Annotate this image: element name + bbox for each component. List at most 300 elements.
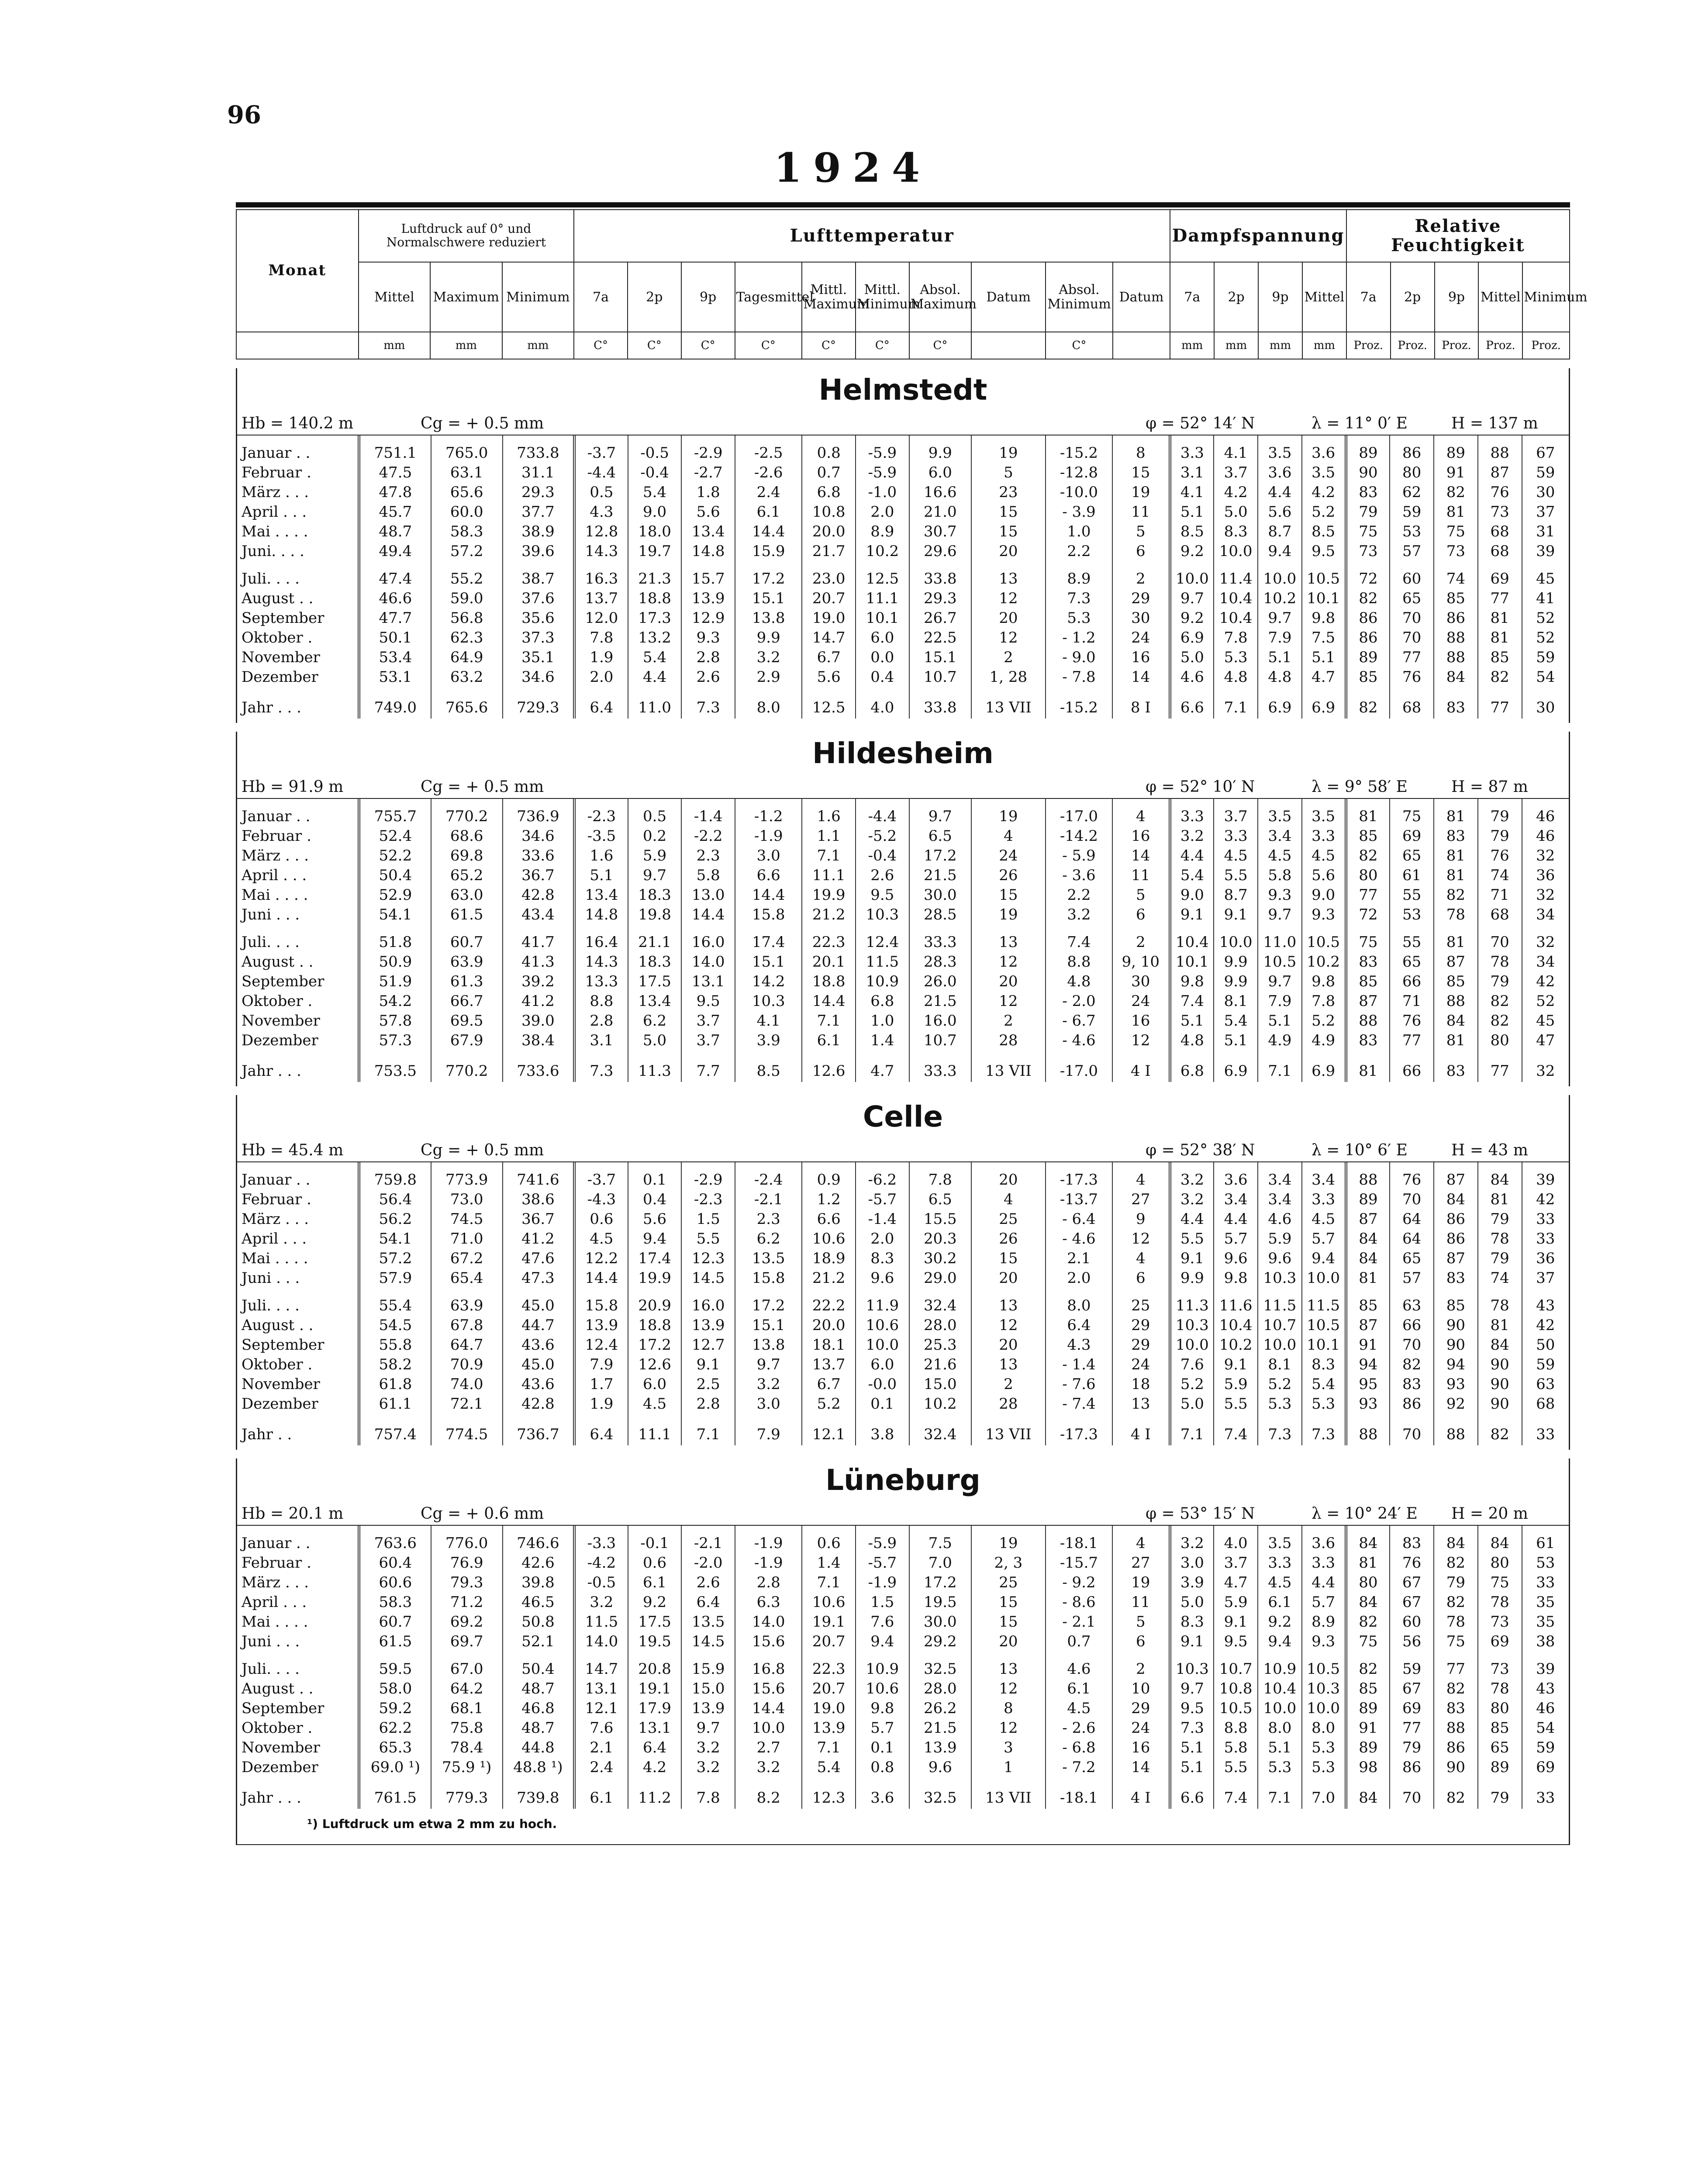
cell: 5.1 (1258, 648, 1302, 667)
cell: 76 (1478, 846, 1522, 866)
cell: -3.7 (574, 435, 628, 463)
cell: 14.0 (681, 952, 735, 972)
cell: 58.0 (359, 1679, 431, 1699)
row-label: Oktober . (242, 1356, 313, 1373)
cell: 25 (971, 1209, 1046, 1229)
cell: 72 (1346, 905, 1390, 925)
cell: 27 (1112, 1190, 1170, 1209)
month-row (237, 972, 1569, 992)
cell: 9.0 (1302, 885, 1346, 905)
station-info (237, 775, 1569, 799)
cell: 21.5 (909, 1718, 971, 1738)
cell: 765.0 (431, 435, 503, 463)
cell: 54.1 (359, 1229, 431, 1249)
cell: 8.3 (1214, 522, 1258, 542)
header-unit: Proz. (1391, 332, 1435, 359)
cell: 88 (1434, 648, 1478, 667)
cell: 773.9 (431, 1162, 503, 1190)
cell: 15.0 (909, 1375, 971, 1394)
cell: 774.5 (431, 1414, 503, 1445)
cell: 3.0 (735, 846, 802, 866)
cell: 3.2 (681, 1738, 735, 1758)
cell: 17.5 (628, 972, 682, 992)
cell: 2 (971, 1011, 1046, 1031)
cell: 6.3 (735, 1593, 802, 1612)
cell: 48.7 (503, 1718, 574, 1738)
cell: 2.4 (574, 1758, 628, 1777)
cell: 66 (1390, 972, 1434, 992)
row-label: August . . (242, 1317, 314, 1334)
row-label: März . . . (242, 847, 309, 864)
cell: 9.8 (1170, 972, 1214, 992)
cell: 12 (971, 1316, 1046, 1335)
cell: 39.2 (503, 972, 574, 992)
cell: 81 (1434, 846, 1478, 866)
month-row (237, 628, 1569, 648)
cell: 4.2 (1302, 483, 1346, 502)
cell: 7.1 (681, 1414, 735, 1445)
cell: 10.7 (909, 1031, 971, 1051)
cell: -15.7 (1046, 1553, 1112, 1573)
cell: 46.6 (359, 589, 431, 608)
cell: 2.2 (1046, 542, 1112, 561)
cell: 10.6 (802, 1229, 856, 1249)
cell: 70 (1390, 1190, 1434, 1209)
cell: 29.3 (909, 589, 971, 608)
station-table (237, 1162, 1569, 1445)
cell: 74 (1434, 561, 1478, 589)
header-col: Mittel (1478, 262, 1522, 332)
cell: 30 (1522, 687, 1569, 719)
cell: 35.1 (503, 648, 574, 667)
cell: 2.0 (856, 1229, 909, 1249)
cell: -1.4 (681, 799, 735, 826)
cell: 16.0 (681, 925, 735, 952)
cell: 75 (1434, 1632, 1478, 1652)
cell: 21.3 (628, 561, 682, 589)
cell: 67.8 (431, 1316, 503, 1335)
cell: 57.2 (359, 1249, 431, 1268)
cell: 5.1 (1214, 1031, 1258, 1051)
cell: 2.0 (856, 502, 909, 522)
row-label: Juni . . . (242, 1269, 300, 1287)
cell: 10.5 (1302, 925, 1346, 952)
cell: 9.5 (856, 885, 909, 905)
cell: 2.7 (735, 1738, 802, 1758)
cell: 7.1 (1258, 1777, 1302, 1809)
cell: 12 (971, 992, 1046, 1011)
cell: 82 (1434, 1679, 1478, 1699)
cell: 16.3 (574, 561, 628, 589)
cell: 3.2 (1170, 1190, 1214, 1209)
month-row (237, 435, 1569, 463)
cell: 4.4 (1170, 846, 1214, 866)
cell: 11.2 (628, 1777, 682, 1809)
cell: 20 (971, 608, 1046, 628)
cell: 8.5 (1170, 522, 1214, 542)
header-unit: C° (574, 332, 628, 359)
cell: 14.3 (574, 542, 628, 561)
cell: 4.5 (1258, 1573, 1302, 1593)
cell: 5.0 (1214, 502, 1258, 522)
cell: 68.1 (431, 1699, 503, 1718)
cell: 5.7 (1302, 1229, 1346, 1249)
cell: 36.7 (503, 866, 574, 885)
cell: 50 (1522, 1335, 1569, 1355)
cell: 31 (1522, 522, 1569, 542)
cell: 38.6 (503, 1190, 574, 1209)
cell: 65.6 (431, 483, 503, 502)
cell: 26.7 (909, 608, 971, 628)
cell: 81 (1478, 628, 1522, 648)
cell: 75 (1390, 799, 1434, 826)
cell: 2 (1112, 925, 1170, 952)
cell: 19 (1112, 1573, 1170, 1593)
cell: 4.7 (1214, 1573, 1258, 1593)
cell: 5 (1112, 1612, 1170, 1632)
cell: 87 (1434, 952, 1478, 972)
cell: 60.4 (359, 1553, 431, 1573)
cell: 11 (1112, 866, 1170, 885)
month-row (237, 1375, 1569, 1394)
cell: 9.7 (1258, 905, 1302, 925)
cell: 57.9 (359, 1268, 431, 1288)
cell: 33 (1522, 1777, 1569, 1809)
cell: 79 (1478, 1249, 1522, 1268)
cell: 65.3 (359, 1738, 431, 1758)
cell: 91 (1346, 1335, 1390, 1355)
cell: 5.1 (1170, 1758, 1214, 1777)
cell: 76.9 (431, 1553, 503, 1573)
cell: 33.3 (909, 925, 971, 952)
cell: 9.1 (1170, 905, 1214, 925)
cell: 33 (1522, 1209, 1569, 1229)
cell: 24 (1112, 1718, 1170, 1738)
header-col: Mittl. Minimum (856, 262, 909, 332)
cell: 10.6 (802, 1593, 856, 1612)
cell: 13.7 (802, 1355, 856, 1375)
cell: 81 (1346, 1268, 1390, 1288)
cell: - 1.2 (1046, 628, 1112, 648)
cell: 60.7 (431, 925, 503, 952)
cell: 7.8 (1214, 628, 1258, 648)
footnote: ¹) Luftdruck um etwa 2 mm zu hoch. (307, 1817, 557, 1831)
cell: 3.6 (1302, 435, 1346, 463)
row-label: September (242, 1700, 324, 1717)
cell: 0.2 (628, 826, 682, 846)
cell: 16 (1112, 1738, 1170, 1758)
cell: 63.0 (431, 885, 503, 905)
cell: 12.7 (681, 1335, 735, 1355)
cell: 4.8 (1258, 667, 1302, 687)
cell: 3.2 (681, 1758, 735, 1777)
cell: 3.3 (1302, 826, 1346, 846)
cell: 29.3 (503, 483, 574, 502)
cell: 5 (971, 463, 1046, 483)
cell: 19 (971, 799, 1046, 826)
cell: 6.8 (856, 992, 909, 1011)
cell: 0.8 (856, 1758, 909, 1777)
station-h: H = 137 m (1451, 415, 1538, 432)
cell: 87 (1434, 1249, 1478, 1268)
cell: 12.0 (574, 608, 628, 628)
cell: -0.5 (628, 435, 682, 463)
cell: 9.7 (735, 1355, 802, 1375)
row-label: Jahr . . . (242, 1062, 301, 1080)
cell: 2.1 (1046, 1249, 1112, 1268)
cell: -5.9 (856, 435, 909, 463)
cell: 68 (1390, 687, 1434, 719)
cell: 55.4 (359, 1288, 431, 1316)
cell: 82 (1346, 589, 1390, 608)
cell: 13 (1112, 1394, 1170, 1414)
cell: 28 (971, 1031, 1046, 1051)
cell: -2.3 (574, 799, 628, 826)
cell: 33.3 (909, 1051, 971, 1082)
month-row (237, 1190, 1569, 1209)
cell: 9.3 (681, 628, 735, 648)
cell: 0.6 (574, 1209, 628, 1229)
row-label: Juni . . . (242, 906, 300, 923)
cell: 0.4 (856, 667, 909, 687)
cell: 81 (1434, 502, 1478, 522)
cell: 16 (1112, 1011, 1170, 1031)
cell: 4.2 (1214, 483, 1258, 502)
row-label: Juli. . . . (242, 933, 300, 951)
cell: 14 (1112, 667, 1170, 687)
row-label: September (242, 1336, 324, 1354)
month-row (237, 463, 1569, 483)
cell: 10.4 (1214, 1316, 1258, 1335)
cell: -0.1 (628, 1526, 682, 1553)
cell: 37.3 (503, 628, 574, 648)
cell: 74 (1478, 866, 1522, 885)
header-unit (971, 332, 1046, 359)
cell: 9.4 (1258, 542, 1302, 561)
cell: 12.6 (628, 1355, 682, 1375)
cell: 90 (1346, 463, 1390, 483)
cell: 43.6 (503, 1375, 574, 1394)
cell: 1.2 (802, 1190, 856, 1209)
cell: 10.1 (1302, 1335, 1346, 1355)
station-lambda: λ = 11° 0′ E (1312, 415, 1408, 432)
header-col: Mittl. Maximum (802, 262, 856, 332)
cell: 9.7 (1170, 1679, 1214, 1699)
cell: 83 (1346, 1031, 1390, 1051)
cell: 19.5 (628, 1632, 682, 1652)
cell: 98 (1346, 1758, 1390, 1777)
cell: 13 VII (971, 1051, 1046, 1082)
cell: 78 (1478, 1593, 1522, 1612)
cell: 32.4 (909, 1288, 971, 1316)
cell: 65 (1478, 1738, 1522, 1758)
cell: 17.2 (735, 1288, 802, 1316)
cell: 4.8 (1046, 972, 1112, 992)
row-label: Oktober . (242, 629, 313, 646)
header-col: 2p (1214, 262, 1258, 332)
cell: 4.3 (574, 502, 628, 522)
cell: 20.7 (802, 1632, 856, 1652)
cell: 15 (971, 1612, 1046, 1632)
cell: 82 (1346, 1652, 1390, 1679)
cell: 92 (1434, 1394, 1478, 1414)
station-hb: Hb = 20.1 m (242, 1505, 344, 1523)
month-row (237, 589, 1569, 608)
cell: 12.5 (856, 561, 909, 589)
cell: 84 (1478, 1526, 1522, 1553)
cell: 7.4 (1046, 925, 1112, 952)
cell: 88 (1434, 1414, 1478, 1445)
row-label: Juni . . . (242, 1633, 300, 1650)
cell: 9.2 (1170, 542, 1214, 561)
cell: -5.7 (856, 1190, 909, 1209)
row-label: April . . . (242, 867, 307, 884)
cell: 73.0 (431, 1190, 503, 1209)
row-label: Juni. . . . (242, 543, 304, 560)
station-hb: Hb = 91.9 m (242, 778, 344, 796)
cell: 3.5 (1258, 1526, 1302, 1553)
cell: 736.9 (503, 799, 574, 826)
cell: 10.4 (1170, 925, 1214, 952)
station-h: H = 87 m (1451, 778, 1528, 796)
row-label: März . . . (242, 484, 309, 501)
cell: 37 (1522, 502, 1569, 522)
cell: 6 (1112, 905, 1170, 925)
cell: 7.1 (802, 1011, 856, 1031)
cell: 7.3 (1258, 1414, 1302, 1445)
month-row (237, 1316, 1569, 1335)
cell: 9.4 (856, 1632, 909, 1652)
cell: 56 (1390, 1632, 1434, 1652)
cell: 9.7 (681, 1718, 735, 1738)
cell: 13.2 (628, 628, 682, 648)
cell: 32.5 (909, 1777, 971, 1809)
cell: 5 (1112, 885, 1170, 905)
cell: 84 (1346, 1229, 1390, 1249)
cell: 70 (1390, 1335, 1434, 1355)
cell: 75 (1434, 522, 1478, 542)
cell: 77 (1478, 589, 1522, 608)
cell: 10.1 (856, 608, 909, 628)
cell: 2.6 (856, 866, 909, 885)
cell: 25.3 (909, 1335, 971, 1355)
cell: 9.9 (909, 435, 971, 463)
cell: 9.1 (1170, 1632, 1214, 1652)
row-label: Januar . . (242, 444, 311, 462)
cell: 13.9 (681, 589, 735, 608)
cell: 0.7 (1046, 1632, 1112, 1652)
cell: 37.6 (503, 589, 574, 608)
cell: 59 (1522, 1355, 1569, 1375)
cell: 71 (1478, 885, 1522, 905)
cell: 5.3 (1046, 608, 1112, 628)
cell: 90 (1434, 1335, 1478, 1355)
cell: 55 (1390, 925, 1434, 952)
cell: 52.4 (359, 826, 431, 846)
cell: 6.0 (909, 463, 971, 483)
cell: 7.1 (802, 1738, 856, 1758)
cell: -1.4 (856, 1209, 909, 1229)
cell: 45.0 (503, 1288, 574, 1316)
cell: 53.4 (359, 648, 431, 667)
row-label: April . . . (242, 503, 307, 521)
cell: 4.1 (1170, 483, 1214, 502)
cell: 9.7 (1258, 972, 1302, 992)
cell: 5.5 (1214, 1758, 1258, 1777)
cell: 757.4 (359, 1414, 431, 1445)
header-col: 7a (574, 262, 628, 332)
cell: 0.1 (856, 1738, 909, 1758)
month-row (237, 1268, 1569, 1288)
cell: 14.0 (574, 1632, 628, 1652)
station-phi: φ = 52° 10′ N (1146, 778, 1255, 796)
cell: 34 (1522, 952, 1569, 972)
cell: 15.9 (735, 542, 802, 561)
cell: 19.7 (628, 542, 682, 561)
cell: 15.1 (735, 952, 802, 972)
cell: - 2.0 (1046, 992, 1112, 1011)
header-unit: mm (1170, 332, 1214, 359)
cell: 20 (971, 972, 1046, 992)
cell: 7.6 (856, 1612, 909, 1632)
header-col: 2p (628, 262, 681, 332)
cell: 6.9 (1214, 1051, 1258, 1082)
month-row (237, 502, 1569, 522)
cell: 6.9 (1302, 687, 1346, 719)
cell: 6.4 (681, 1593, 735, 1612)
cell: 83 (1390, 1526, 1434, 1553)
cell: 5.8 (681, 866, 735, 885)
cell: 47.6 (503, 1249, 574, 1268)
cell: 68 (1478, 522, 1522, 542)
cell: 29.6 (909, 542, 971, 561)
cell: 14.3 (574, 952, 628, 972)
cell: 17.5 (628, 1612, 682, 1632)
row-label: Februar . (242, 1191, 311, 1208)
cell: 78 (1478, 1229, 1522, 1249)
row-label: Februar . (242, 464, 311, 481)
cell: 11.5 (1302, 1288, 1346, 1316)
cell: 9.5 (681, 992, 735, 1011)
cell: 10.3 (1170, 1316, 1214, 1335)
header-monat: Monat (236, 210, 359, 332)
cell: 21.5 (909, 866, 971, 885)
cell: 3.6 (1258, 463, 1302, 483)
cell: 89 (1434, 435, 1478, 463)
cell: 6.1 (1046, 1679, 1112, 1699)
cell: 78 (1478, 1288, 1522, 1316)
cell: 24 (1112, 1355, 1170, 1375)
cell: 9.3 (1302, 1632, 1346, 1652)
station-name: Lüneburg (825, 1463, 980, 1497)
cell: 5.4 (1170, 866, 1214, 885)
cell: 33.8 (909, 687, 971, 719)
cell: -5.9 (856, 463, 909, 483)
cell: 56.8 (431, 608, 503, 628)
cell: 66.7 (431, 992, 503, 1011)
cell: 95 (1346, 1375, 1390, 1394)
cell: 28.3 (909, 952, 971, 972)
cell: 13.8 (735, 608, 802, 628)
cell: 5.9 (1258, 1229, 1302, 1249)
cell: 5.5 (681, 1229, 735, 1249)
cell: 60.7 (359, 1612, 431, 1632)
cell: 79 (1390, 1738, 1434, 1758)
cell: 16.0 (909, 1011, 971, 1031)
cell: 2.8 (574, 1011, 628, 1031)
cell: 82 (1478, 1011, 1522, 1031)
cell: 13.9 (574, 1316, 628, 1335)
